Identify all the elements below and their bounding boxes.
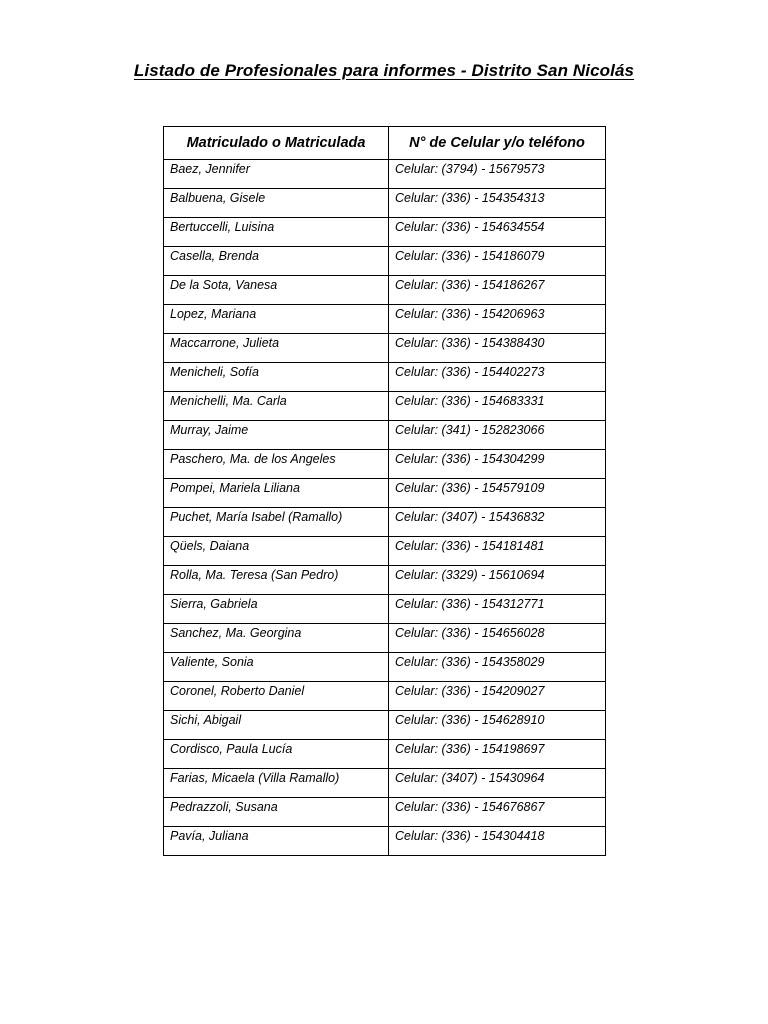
professional-name-cell: Murray, Jaime (164, 421, 389, 450)
phone-number-cell: Celular: (336) - 154402273 (389, 363, 606, 392)
table-body (164, 160, 606, 856)
phone-number-cell: Celular: (336) - 154388430 (389, 334, 606, 363)
phone-number-cell: Celular: (3329) - 15610694 (389, 566, 606, 595)
phone-number-cell: Celular: (336) - 154209027 (389, 682, 606, 711)
professional-name-cell: Sierra, Gabriela (164, 595, 389, 624)
phone-number-cell: Celular: (336) - 154628910 (389, 711, 606, 740)
professional-name-cell: Bertuccelli, Luisina (164, 218, 389, 247)
table-row (164, 682, 606, 711)
table-row (164, 508, 606, 537)
professional-name-cell: Pavía, Juliana (164, 827, 389, 856)
professional-name-cell: Farias, Micaela (Villa Ramallo) (164, 769, 389, 798)
professional-name-cell: Balbuena, Gisele (164, 189, 389, 218)
phone-number-cell: Celular: (336) - 154181481 (389, 537, 606, 566)
phone-number-cell: Celular: (3407) - 15430964 (389, 769, 606, 798)
table-row (164, 450, 606, 479)
professional-name-cell: Qüels, Daiana (164, 537, 389, 566)
table-row (164, 392, 606, 421)
table-row (164, 595, 606, 624)
phone-number-cell: Celular: (336) - 154186267 (389, 276, 606, 305)
phone-number-cell: Celular: (336) - 154304418 (389, 827, 606, 856)
table-row (164, 566, 606, 595)
column-header-name: Matriculado o Matriculada (164, 127, 389, 160)
professional-name-cell: Menicheli, Sofía (164, 363, 389, 392)
professional-name-cell: Pompei, Mariela Liliana (164, 479, 389, 508)
table-row (164, 363, 606, 392)
phone-number-cell: Celular: (336) - 154206963 (389, 305, 606, 334)
phone-number-cell: Celular: (341) - 152823066 (389, 421, 606, 450)
professional-name-cell: Menichelli, Ma. Carla (164, 392, 389, 421)
professional-name-cell: Sichi, Abigail (164, 711, 389, 740)
table-row (164, 653, 606, 682)
professional-name-cell: Paschero, Ma. de los Angeles (164, 450, 389, 479)
phone-number-cell: Celular: (336) - 154304299 (389, 450, 606, 479)
phone-number-cell: Celular: (336) - 154358029 (389, 653, 606, 682)
professional-name-cell: Lopez, Mariana (164, 305, 389, 334)
professional-name-cell: Valiente, Sonia (164, 653, 389, 682)
table-row (164, 479, 606, 508)
professional-name-cell: Casella, Brenda (164, 247, 389, 276)
phone-number-cell: Celular: (336) - 154579109 (389, 479, 606, 508)
table-row (164, 711, 606, 740)
table-row (164, 624, 606, 653)
table-row (164, 421, 606, 450)
professional-name-cell: Puchet, María Isabel (Ramallo) (164, 508, 389, 537)
column-header-phone: N° de Celular y/o teléfono (389, 127, 606, 160)
phone-number-cell: Celular: (336) - 154634554 (389, 218, 606, 247)
table-row (164, 305, 606, 334)
professional-name-cell: Baez, Jennifer (164, 160, 389, 189)
table-row (164, 276, 606, 305)
professional-name-cell: De la Sota, Vanesa (164, 276, 389, 305)
professional-name-cell: Rolla, Ma. Teresa (San Pedro) (164, 566, 389, 595)
phone-number-cell: Celular: (336) - 154312771 (389, 595, 606, 624)
phone-number-cell: Celular: (336) - 154186079 (389, 247, 606, 276)
phone-number-cell: Celular: (336) - 154198697 (389, 740, 606, 769)
phone-number-cell: Celular: (336) - 154683331 (389, 392, 606, 421)
phone-number-cell: Celular: (336) - 154656028 (389, 624, 606, 653)
table-row (164, 740, 606, 769)
table-row (164, 247, 606, 276)
table-row (164, 218, 606, 247)
table-header-row (164, 127, 606, 160)
phone-number-cell: Celular: (336) - 154676867 (389, 798, 606, 827)
table-row (164, 537, 606, 566)
table-row (164, 798, 606, 827)
phone-number-cell: Celular: (3794) - 15679573 (389, 160, 606, 189)
phone-number-cell: Celular: (3407) - 15436832 (389, 508, 606, 537)
professional-name-cell: Cordisco, Paula Lucía (164, 740, 389, 769)
table-row (164, 189, 606, 218)
phone-number-cell: Celular: (336) - 154354313 (389, 189, 606, 218)
table-row (164, 334, 606, 363)
professional-name-cell: Pedrazzoli, Susana (164, 798, 389, 827)
professional-name-cell: Maccarrone, Julieta (164, 334, 389, 363)
table-row (164, 769, 606, 798)
table-row (164, 827, 606, 856)
professional-name-cell: Sanchez, Ma. Georgina (164, 624, 389, 653)
professionals-table (163, 126, 606, 856)
page-title: Listado de Profesionales para informes - Distrito San Nicolás (133, 61, 635, 80)
table-row (164, 160, 606, 189)
professional-name-cell: Coronel, Roberto Daniel (164, 682, 389, 711)
